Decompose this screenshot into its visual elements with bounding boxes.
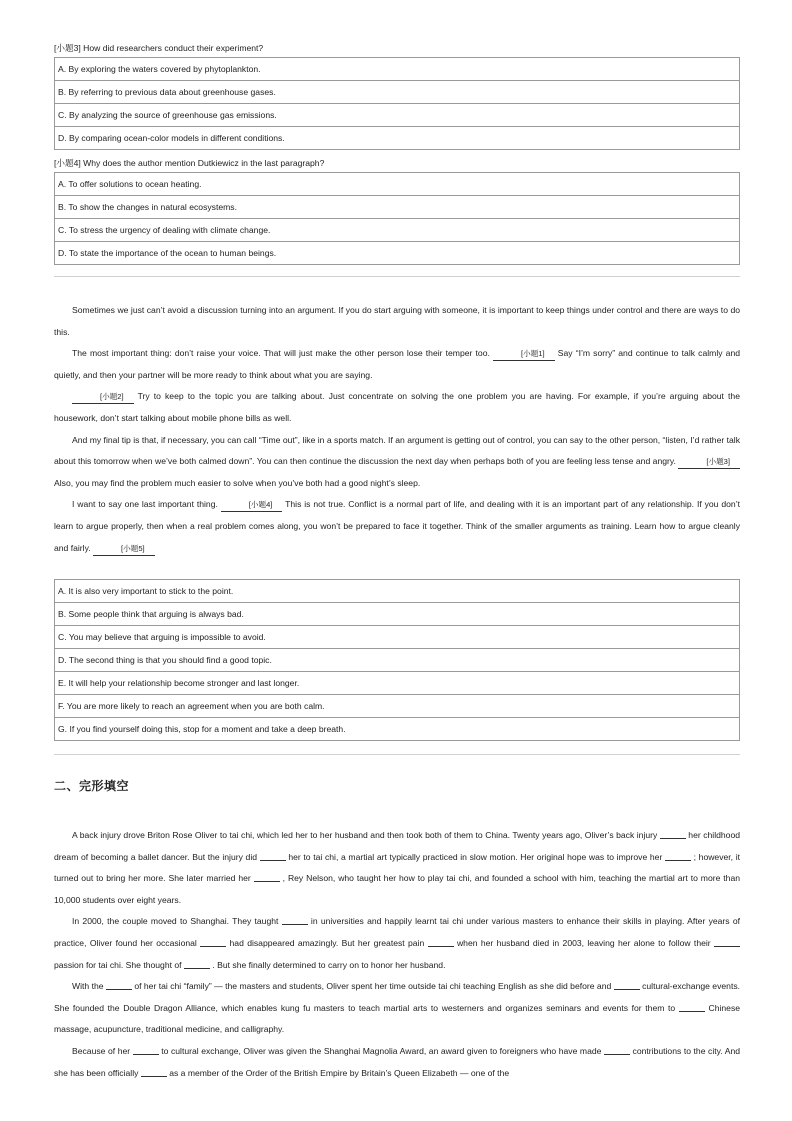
paragraph: In 2000, the couple moved to Shanghai. They taught in universities and happily learnt tai chi under various masters to enhance their skills in playing. After years of practice, Oliver found her occasional had disappeared amazingly. But her greatest pain when her husband died in 2003, leaving her alone to follow their passion for tai chi. She thought of . But she finally determined to carry on to honor her husband. <box>54 916 740 970</box>
option-d[interactable]: D. To state the importance of the ocean to human beings. <box>55 242 739 265</box>
option-c[interactable]: C. You may believe that arguing is impossible to avoid. <box>55 626 739 649</box>
cloze-blank[interactable] <box>184 959 210 969</box>
question-4-stem: [小题4] Why does the author mention Dutkiewicz in the last paragraph? <box>54 158 325 168</box>
section-title: 二、完形填空 <box>54 779 130 793</box>
option-b[interactable]: B. Some people think that arguing is always bad. <box>55 603 739 626</box>
paragraph: Sometimes we just can’t avoid a discussion turning into an argument. If you do start arguing with someone, it is important to keep things under control and there are ways to do this. <box>54 305 740 337</box>
option-a[interactable]: A. To offer solutions to ocean heating. <box>55 173 739 196</box>
answer-blank-3[interactable]: [小题3] <box>678 456 740 469</box>
cloze-blank[interactable] <box>133 1045 159 1055</box>
divider <box>54 754 740 755</box>
cloze-blank[interactable] <box>679 1002 705 1012</box>
cloze-blank[interactable] <box>106 980 132 990</box>
option-a[interactable]: A. By exploring the waters covered by phytoplankton. <box>55 58 739 81</box>
cloze-blank[interactable] <box>260 851 286 861</box>
options-table <box>54 579 740 741</box>
paragraph: [小题2] Try to keep to the topic you are talking about. Just concentrate on solving the one problem you are having. For example, if you’re arguing about the housework, don’t start talking about mobile phone bills as well. <box>54 391 740 423</box>
cloze-blank[interactable] <box>660 829 686 839</box>
answer-blank-2[interactable]: [小题2] <box>72 391 134 404</box>
paragraph: With the of her tai chi “family” — the masters and students, Oliver spent her time outside tai chi teaching English as she did before and cultural-exchange events. She founded the Double Dragon Alliance, which enables kung fu masters to teach martial arts to westerners and organizes seminars and events for them to Chinese massage, acupuncture, traditional medicine, and calligraphy. <box>54 981 741 1035</box>
option-f[interactable]: F. You are more likely to reach an agreement when you are both calm. <box>55 695 739 718</box>
option-d[interactable]: D. By comparing ocean-color models in different conditions. <box>55 127 739 150</box>
question-4 <box>54 155 740 265</box>
paragraph: Because of her to cultural exchange, Oliver was given the Shanghai Magnolia Award, an award given to foreigners who have made contributions to the city. And she has been officially as a member of the Order of the British Empire by Britain’s Queen Elizabeth — one of the <box>54 1045 741 1078</box>
cloze-blank[interactable] <box>200 937 226 947</box>
answer-blank-5[interactable]: [小题5] <box>93 543 155 556</box>
option-b[interactable]: B. By referring to previous data about greenhouse gases. <box>55 81 739 104</box>
cloze-blank[interactable] <box>614 980 640 990</box>
passage-cloze <box>54 825 740 1084</box>
cloze-blank[interactable] <box>254 872 280 882</box>
paragraph: The most important thing: don’t raise your voice. That will just make the other person lose their temper too. [小题1] Say “I’m sorry” and continue to talk calmly and quietly, and then your partner will be more ready to think about what you are saying. <box>54 348 740 380</box>
option-d[interactable]: D. The second thing is that you should find a good topic. <box>55 649 739 672</box>
cloze-blank[interactable] <box>604 1045 630 1055</box>
option-e[interactable]: E. It will help your relationship become stronger and last longer. <box>55 672 739 695</box>
option-a[interactable]: A. It is also very important to stick to the point. <box>55 580 739 603</box>
question-4-options <box>54 172 740 265</box>
cloze-blank[interactable] <box>665 851 691 861</box>
answer-blank-4[interactable]: [小题4] <box>221 499 283 512</box>
question-3-stem: [小题3] How did researchers conduct their experiment? <box>54 43 264 53</box>
cloze-blank[interactable] <box>714 937 740 947</box>
option-g[interactable]: G. If you find yourself doing this, stop for a moment and take a deep breath. <box>55 718 739 741</box>
paragraph: I want to say one last important thing. [小题4] This is not true. Conflict is a normal part of life, and dealing with it is an important part of any relationship. If you don’t learn to argue properly, then when a real problem comes along, you won’t be prepared to face it together. Think of the smaller arguments as training. Learn how to argue cleanly and fairly. [小题5] <box>54 494 740 559</box>
paragraph: A back injury drove Briton Rose Oliver to tai chi, which led her to her husband and then took both of them to China. Twenty years ago, Oliver’s back injury her childhood dream of becoming a ballet dancer. But the injury did her to tai chi, a martial art typically practiced in slow motion. Her original hope was to improve her ; however, it turned out to bring her more. She later married her , Rey Nelson, who taught her how to play tai chi, and founded a school with him, teaching the martial art to more than 10,000 students over eight years. <box>54 830 741 905</box>
divider <box>54 276 740 277</box>
passage-options <box>54 579 740 741</box>
option-c[interactable]: C. By analyzing the source of greenhouse gas emissions. <box>55 104 739 127</box>
cloze-blank[interactable] <box>282 915 308 925</box>
question-3-options <box>54 57 740 150</box>
paragraph: And my final tip is that, if necessary, you can call “Time out”, like in a sports match. If an argument is getting out of control, you can say to the other person, “listen, I’d rather talk about this tomorrow when we’ve both calmed down”. You can then continue the discussion the next day when perhaps both of you are feeling less tense and angry. [小题3] Also, you may find the problem much easier to solve when you’ve both had a good night’s sleep. <box>54 434 740 488</box>
cloze-blank[interactable] <box>428 937 454 947</box>
option-c[interactable]: C. To stress the urgency of dealing with climate change. <box>55 219 739 242</box>
passage-argument <box>54 300 740 559</box>
option-b[interactable]: B. To show the changes in natural ecosystems. <box>55 196 739 219</box>
question-3 <box>54 40 740 150</box>
cloze-blank[interactable] <box>141 1067 167 1077</box>
answer-blank-1[interactable]: [小题1] <box>493 348 555 361</box>
